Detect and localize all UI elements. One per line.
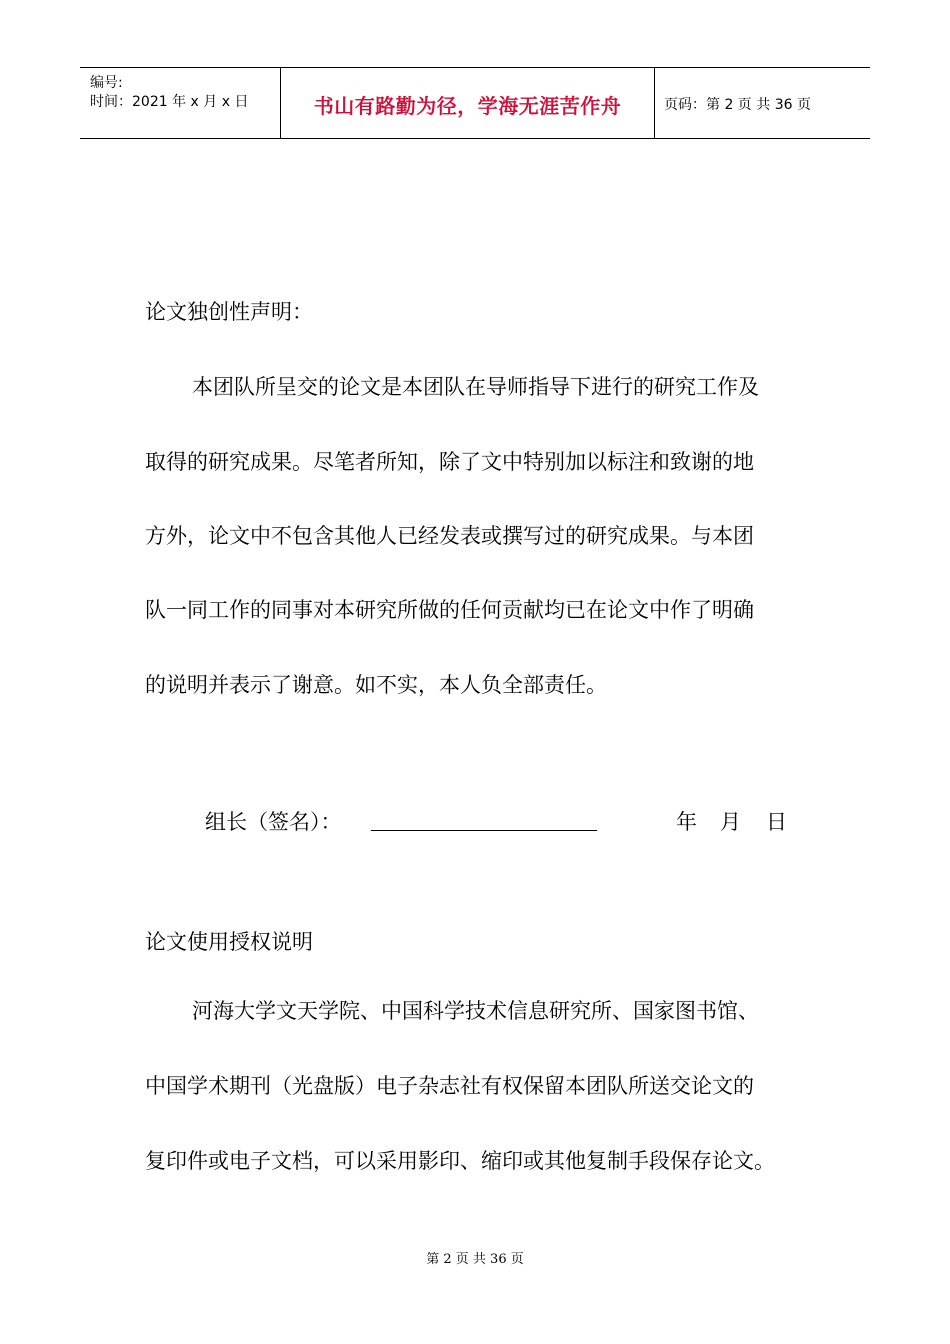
header-page-info: 页码：第 2 页 共 36 页 xyxy=(664,97,811,113)
authorization-title: 论文使用授权说明 xyxy=(145,930,313,954)
date-month-label: 月 xyxy=(720,810,741,834)
signature-line[interactable] xyxy=(371,830,597,831)
authorization-line: 复印件或电子文档，可以采用影印、缩印或其他复制手段保存论文。 xyxy=(145,1149,775,1173)
declaration-line: 方外，论文中不包含其他人已经发表或撰写过的研究成果。与本团 xyxy=(145,524,754,548)
declaration-title: 论文独创性声明： xyxy=(145,300,313,324)
declaration-line: 队一同工作的同事对本研究所做的任何贡献均已在论文中作了明确 xyxy=(145,598,754,622)
document-time-label: 时间：2021 年 x 月 x 日 xyxy=(90,94,249,110)
declaration-line: 取得的研究成果。尽笔者所知，除了文中特别加以标注和致谢的地 xyxy=(145,450,754,474)
header-motto-cell xyxy=(280,68,655,138)
date-day-label: 日 xyxy=(766,810,787,834)
declaration-line: 的说明并表示了谢意。如不实，本人负全部责任。 xyxy=(145,673,607,697)
page-header xyxy=(80,67,870,139)
header-left-cell xyxy=(80,68,280,138)
header-page-cell xyxy=(654,68,870,138)
signature-label: 组长（签名）： xyxy=(205,810,342,834)
date-year-label: 年 xyxy=(676,810,697,834)
header-motto: 书山有路勤为径，学海无涯苦作舟 xyxy=(313,94,622,118)
declaration-line: 本团队所呈交的论文是本团队在导师指导下进行的研究工作及 xyxy=(192,375,759,399)
page-footer: 第 2 页 共 36 页 xyxy=(426,1252,524,1267)
authorization-line: 中国学术期刊（光盘版）电子杂志社有权保留本团队所送交论文的 xyxy=(145,1074,754,1098)
authorization-line: 河海大学文天学院、中国科学技术信息研究所、国家图书馆、 xyxy=(192,999,759,1023)
document-number-label: 编号: xyxy=(90,75,123,91)
